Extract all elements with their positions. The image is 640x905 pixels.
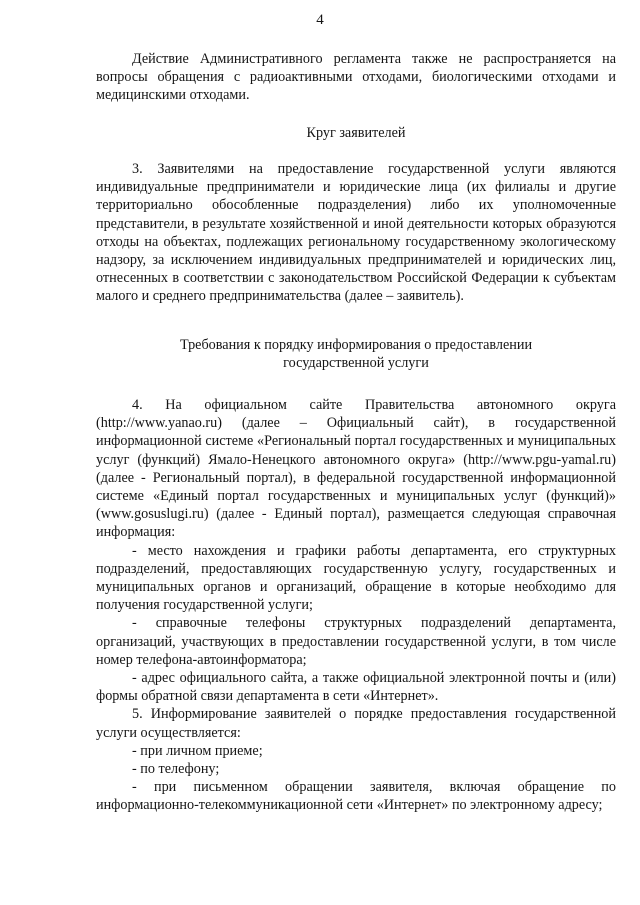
intro-paragraph: Действие Административного регламента также не распространяется на вопросы обращения с радиоактивными отходами, биологическими отходами и медицинскими отходами.: [96, 51, 616, 104]
intro-paragraph-block: [96, 50, 616, 105]
list-item-phones: - справочные телефоны структурных подразделений департамента, организаций, участвующих в предоставлении государственной услуги, в том числе номер телефона-автоинформатора;: [96, 615, 616, 668]
list-item-in-person: - при личном приеме;: [132, 742, 263, 759]
information-section-body: [96, 396, 616, 815]
heading-information-line2: государственной услуги: [283, 355, 429, 372]
heading-applicants-text: Круг заявителей: [306, 125, 406, 141]
heading-information-line1: Требования к порядку информирования о предоставлении: [179, 337, 533, 353]
paragraph-4: 4. На официальном сайте Правительства автономного округа (http://www.yanao.ru) (далее – Официальный сайт), в государственной информационной системе «Региональный портал государственных и муниципальных услуг (функций) Ямало-Ненецкого автономного округа» (http://www.pgu-yamal.ru) (далее - Региональный портал), в федеральной государственной информационной системе «Единый портал государственных и муниципальных услуг (функций)» (www.gosuslugi.ru) (далее - Единый портал), размещается следующая справочная информация:: [96, 397, 616, 541]
page-number: 4: [316, 12, 324, 28]
list-item-website: - адрес официального сайта, а также официальной электронной почты и (или) формы обратной связи департамента в сети «Интернет».: [96, 670, 616, 705]
heading-applicants: [96, 124, 616, 142]
applicants-paragraph-block: [96, 160, 616, 306]
paragraph-5: 5. Информирование заявителей о порядке предоставления государственной услуги осуществляется:: [96, 706, 616, 741]
list-item-by-phone: - по телефону;: [132, 761, 220, 778]
heading-information: [96, 336, 616, 372]
list-item-location: - место нахождения и графики работы департамента, его структурных подразделений, предоставляющих государственную услугу, государственных и муниципальных органов и организаций, обращение в которые необходимо для получения государственной услуги;: [96, 542, 616, 614]
list-item-written: - при письменном обращении заявителя, включая обращение по информационно-телекоммуникационной сети «Интернет» по электронному адресу;: [96, 779, 616, 814]
paragraph-3: 3. Заявителями на предоставление государственной услуги являются индивидуальные предприниматели и юридические лица (их филиалы и другие территориально обособленные подразделения) либо их уполномоченные представители, в результате хозяйственной и иной деятельности которых образуются отходы на объектах, подлежащих региональному государственному экологическому надзору, за исключением индивидуальных предпринимателей и юридических лиц, отнесенных в соответствии с законодательством Российской Федерации к субъектам малого и среднего предпринимательства (далее – заявитель).: [96, 161, 616, 305]
